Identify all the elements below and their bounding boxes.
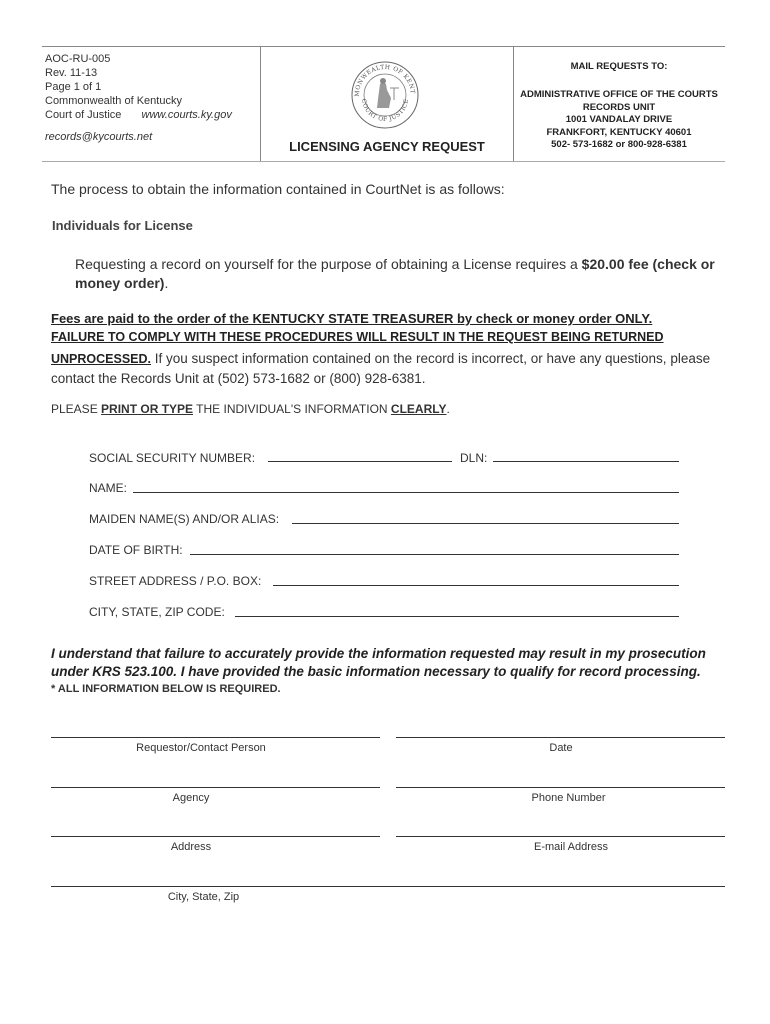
- name-label: NAME:: [89, 481, 128, 495]
- street-address-label: STREET ADDRESS / P.O. BOX:: [89, 574, 262, 588]
- address-label: Address: [170, 841, 212, 853]
- requestor-input-line[interactable]: [51, 737, 380, 738]
- phone-label: Phone Number: [531, 792, 606, 804]
- court-website: www.courts.ky.gov: [141, 109, 232, 121]
- date-label: Date: [549, 742, 573, 754]
- prosecution-statement: I understand that failure to accurately provide the information requested may result in my prosecution under KRS 523.100. I have provided the basic information necessary to qualify for record processing.: [51, 646, 706, 679]
- svg-text:COMMONWEALTH OF KENTUCKY: MONWEALTH OF KENT: [353, 63, 417, 97]
- maiden-name-input-line[interactable]: [292, 523, 679, 524]
- city-state-zip-signature-line[interactable]: [51, 886, 725, 887]
- mail-requests-label: MAIL REQUESTS TO:: [570, 61, 668, 72]
- intro-text: The process to obtain the information contained in CourtNet is as follows:: [51, 181, 505, 197]
- court-label: Court of Justice: [45, 109, 122, 121]
- date-of-birth-label: DATE OF BIRTH:: [89, 543, 183, 557]
- court-line: [45, 108, 232, 122]
- fees-notice-line-2: FAILURE TO COMPLY WITH THESE PROCEDURES WILL RESULT IN THE REQUEST BEING RETURNED: [51, 330, 664, 344]
- street-address-input-line[interactable]: [273, 585, 679, 586]
- form-info-block: [45, 52, 232, 144]
- phone-input-line[interactable]: [396, 787, 725, 788]
- section-heading: Individuals for License: [52, 218, 193, 233]
- mail-line: ADMINISTRATIVE OFFICE OF THE COURTS: [520, 89, 718, 100]
- maiden-name-label: MAIDEN NAME(S) AND/OR ALIAS:: [89, 512, 280, 526]
- email-input-line[interactable]: [396, 836, 725, 837]
- mail-line: 502- 573-1682 or 800-928-6381: [551, 139, 687, 150]
- request-paragraph: Requesting a record on yourself for the purpose of obtaining a License requires a $20.00 fee (check or money order).: [75, 256, 715, 291]
- city-state-zip-label: CITY, STATE, ZIP CODE:: [89, 605, 225, 619]
- city-state-zip-signature-label: City, State, Zip: [167, 891, 240, 903]
- name-input-line[interactable]: [133, 492, 679, 493]
- ssn-input-line[interactable]: [268, 461, 452, 462]
- unprocessed-label: UNPROCESSED.: [51, 352, 152, 366]
- mail-line: FRANKFORT, KENTUCKY 40601: [546, 126, 692, 138]
- mail-line: RECORDS UNIT: [582, 101, 656, 113]
- fees-notice-line-1: Fees are paid to the order of the KENTUCKY STATE TREASURER by check or money order ONLY.: [51, 311, 653, 326]
- header-divider-left: [260, 46, 261, 161]
- agency-label: Agency: [172, 792, 210, 804]
- form-number: AOC-RU-005: [45, 53, 111, 65]
- date-input-line[interactable]: [396, 737, 725, 738]
- city-state-zip-input-line[interactable]: [235, 616, 679, 617]
- header-bottom-rule: [42, 161, 725, 162]
- email-label: E-mail Address: [534, 841, 608, 853]
- form-revision: Rev. 11-13: [45, 67, 98, 79]
- dln-input-line[interactable]: [493, 461, 679, 462]
- page-indicator: Page 1 of 1: [45, 81, 102, 93]
- ssn-label: SOCIAL SECURITY NUMBER:: [89, 451, 256, 465]
- header-top-rule: [42, 46, 725, 47]
- agency-input-line[interactable]: [51, 787, 380, 788]
- svg-text:COURT OF JUSTICE: COURT OF JUSTICE: [359, 98, 411, 124]
- commonwealth-label: Commonwealth of Kentucky: [45, 95, 182, 107]
- fees-notice-paragraph: UNPROCESSED. If you suspect information contained on the record is incorrect, or have any questions, please contact the Records Unit at (502) 573-1682 or (800) 928-6381.: [51, 351, 711, 386]
- fee-amount: $20.00 fee (check or money order): [75, 256, 715, 291]
- mail-address-block: [514, 89, 724, 152]
- court-email: records@kycourts.net: [45, 131, 153, 143]
- required-notice: * ALL INFORMATION BELOW IS REQUIRED.: [51, 683, 281, 695]
- court-seal: [350, 60, 420, 130]
- requestor-label: Requestor/Contact Person: [136, 742, 266, 754]
- address-input-line[interactable]: [51, 836, 380, 837]
- print-instruction: PLEASE PRINT OR TYPE THE INDIVIDUAL'S INFORMATION CLEARLY.: [51, 402, 450, 416]
- mail-line: 1001 VANDALAY DRIVE: [565, 114, 673, 125]
- form-title: LICENSING AGENCY REQUEST: [289, 139, 485, 154]
- seal-icon: [350, 60, 420, 130]
- dln-label: DLN:: [460, 451, 488, 465]
- date-of-birth-input-line[interactable]: [190, 554, 679, 555]
